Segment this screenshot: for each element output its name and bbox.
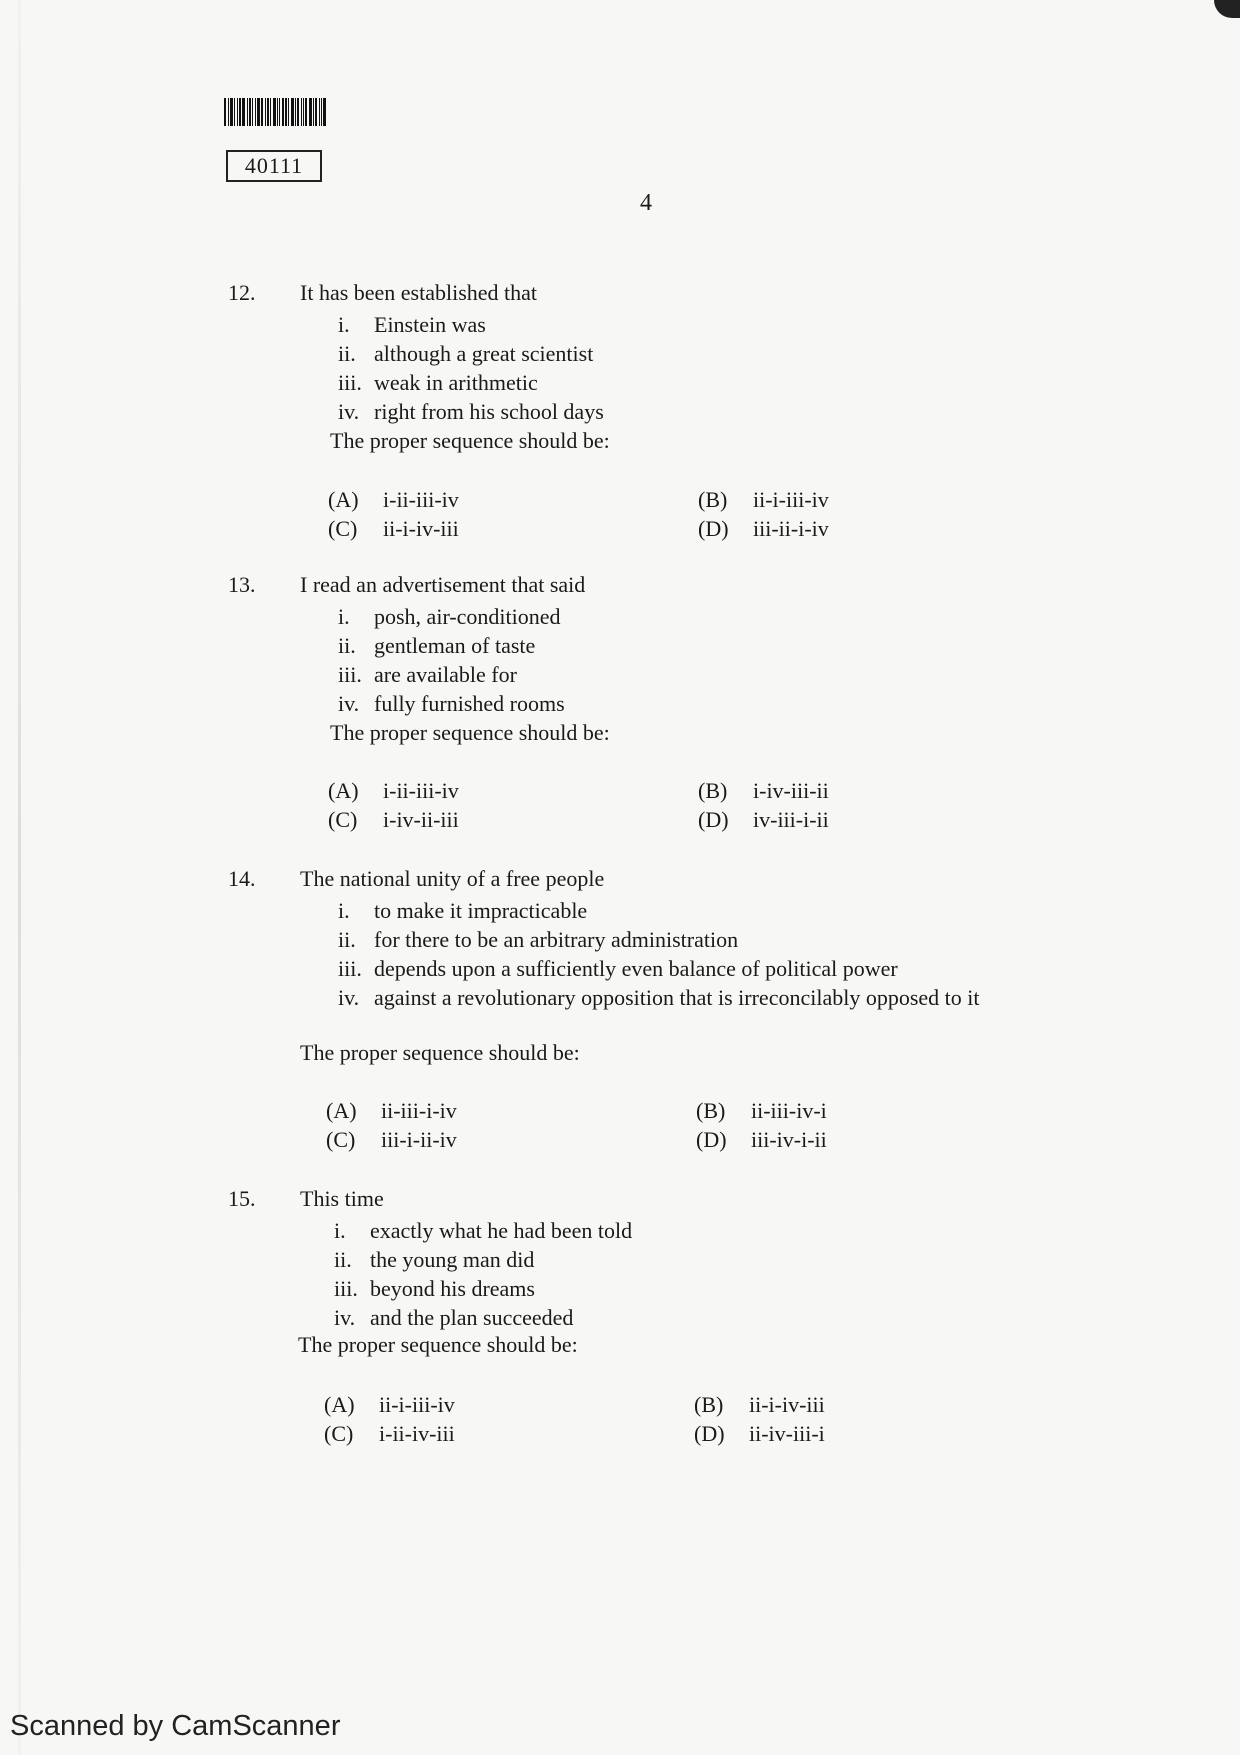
barcode-bar (279, 98, 280, 126)
option-d (694, 1421, 825, 1447)
part-item (338, 954, 979, 983)
part-roman: iii. (338, 956, 362, 981)
page-number: 4 (640, 190, 652, 216)
sentence-parts (338, 602, 565, 718)
part-item (338, 689, 565, 718)
part-item (334, 1245, 632, 1274)
question-number: 14. (228, 866, 256, 891)
option-text: ii-iv-iii-i (749, 1421, 825, 1446)
sequence-prompt: The proper sequence should be: (300, 1040, 580, 1065)
option-a (328, 487, 459, 513)
option-a (328, 778, 459, 804)
barcode-bar (270, 98, 271, 126)
barcode-bar (295, 98, 296, 126)
barcode-image (224, 98, 388, 126)
part-roman: iv. (338, 399, 360, 424)
barcode-bar (282, 98, 284, 126)
barcode-bar (319, 98, 320, 126)
barcode-bar (291, 98, 294, 126)
option-letter: (C) (326, 1127, 356, 1152)
option-text: iv-iii-i-ii (753, 807, 829, 832)
sequence-prompt: The proper sequence should be: (330, 428, 610, 453)
option-text: ii-i-iii-iv (753, 487, 829, 512)
paper-code-box: 40111 (226, 150, 322, 182)
part-item (338, 368, 604, 397)
option-letter: (D) (698, 516, 729, 541)
barcode-bar (228, 98, 229, 126)
option-text: i-ii-iii-iv (383, 778, 459, 803)
part-item (338, 339, 604, 368)
question-stem: The national unity of a free people (300, 866, 605, 891)
sequence-prompt: The proper sequence should be: (298, 1332, 578, 1357)
part-text: to make it impracticable (374, 898, 588, 923)
part-roman: i. (338, 312, 350, 337)
option-d (698, 807, 829, 833)
barcode-bar (313, 98, 314, 126)
part-roman: iv. (338, 691, 360, 716)
question-stem: This time (300, 1186, 384, 1211)
question-number: 13. (228, 572, 256, 597)
question-number: 15. (228, 1186, 256, 1211)
part-roman: ii. (338, 633, 356, 658)
part-roman: i. (338, 604, 350, 629)
option-b (698, 778, 829, 804)
part-item (338, 896, 979, 925)
sentence-parts (334, 1216, 632, 1332)
option-letter: (A) (326, 1098, 357, 1123)
option-text: i-ii-iii-iv (383, 487, 459, 512)
part-text: right from his school days (374, 399, 604, 424)
option-a (326, 1098, 457, 1124)
part-text: depends upon a sufficiently even balance of political power (374, 956, 898, 981)
option-text: i-iv-iii-ii (753, 778, 829, 803)
option-d (698, 516, 829, 542)
question-stem: It has been established that (300, 280, 538, 305)
part-item (334, 1216, 632, 1245)
option-a (324, 1392, 455, 1418)
part-item (338, 631, 565, 660)
option-letter: (B) (696, 1098, 726, 1123)
barcode-bar (255, 98, 256, 126)
option-d (696, 1127, 827, 1153)
part-item (338, 310, 604, 339)
part-text: beyond his dreams (370, 1276, 535, 1301)
sequence-prompt: The proper sequence should be: (330, 720, 610, 745)
barcode-bar (277, 98, 278, 126)
barcode-bar (309, 98, 312, 126)
barcode-bar (285, 98, 287, 126)
barcode-bar (305, 98, 307, 126)
part-item (334, 1303, 632, 1332)
part-roman: iii. (338, 662, 362, 687)
barcode-bar (288, 98, 289, 126)
part-text: and the plan succeeded (370, 1305, 574, 1330)
part-roman: i. (338, 898, 350, 923)
barcode-bar (267, 98, 269, 126)
question-15 (228, 1186, 1088, 1456)
part-text: against a revolutionary opposition that is irreconcilably opposed to it (374, 985, 980, 1010)
part-text: the young man did (370, 1247, 535, 1272)
part-item (338, 397, 604, 426)
part-text: for there to be an arbitrary administration (374, 927, 739, 952)
sentence-parts (338, 896, 979, 1012)
part-text: gentleman of taste (374, 633, 536, 658)
part-roman: ii. (338, 341, 356, 366)
sentence-parts (338, 310, 604, 426)
part-text: posh, air-conditioned (374, 604, 561, 629)
barcode-bar (237, 98, 238, 126)
scanner-watermark: Scanned by CamScanner (10, 1710, 341, 1742)
barcode-bar (242, 98, 245, 126)
option-b (696, 1098, 827, 1124)
option-text: iii-ii-i-iv (753, 516, 829, 541)
barcode-bar (297, 98, 299, 126)
part-text: weak in arithmetic (374, 370, 538, 395)
option-letter: (C) (324, 1421, 354, 1446)
option-b (694, 1392, 825, 1418)
barcode-bar (303, 98, 304, 126)
part-item (338, 983, 979, 1012)
part-text: are available for (374, 662, 517, 687)
barcode-bar (261, 98, 263, 126)
barcode-bar (257, 98, 260, 126)
option-text: i-ii-iv-iii (379, 1421, 455, 1446)
part-roman: i. (334, 1218, 346, 1243)
part-roman: iii. (338, 370, 362, 395)
part-roman: ii. (338, 927, 356, 952)
part-item (338, 660, 565, 689)
option-c (326, 1127, 457, 1153)
barcode-bar (249, 98, 251, 126)
option-text: ii-iii-i-iv (381, 1098, 457, 1123)
barcode-bar (247, 98, 248, 126)
part-item (338, 602, 565, 631)
part-text: although a great scientist (374, 341, 594, 366)
part-roman: iv. (338, 985, 360, 1010)
question-12 (228, 280, 1088, 550)
barcode-bar (252, 98, 253, 126)
question-number: 12. (228, 280, 256, 305)
option-text: i-iv-ii-iii (383, 807, 459, 832)
option-text: ii-i-iii-iv (379, 1392, 455, 1417)
part-text: fully furnished rooms (374, 691, 565, 716)
option-letter: (A) (328, 778, 359, 803)
barcode-bar (273, 98, 276, 126)
option-c (328, 516, 459, 542)
option-letter: (B) (698, 487, 728, 512)
part-item (334, 1274, 632, 1303)
part-text: exactly what he had been told (370, 1218, 633, 1243)
option-letter: (B) (694, 1392, 724, 1417)
option-b (698, 487, 829, 513)
part-roman: iv. (334, 1305, 356, 1330)
option-text: ii-iii-iv-i (751, 1098, 827, 1123)
question-stem: I read an advertisement that said (300, 572, 586, 597)
option-letter: (D) (698, 807, 729, 832)
part-roman: iii. (334, 1276, 358, 1301)
barcode-bar (301, 98, 302, 126)
option-c (324, 1421, 455, 1447)
question-13 (228, 572, 1088, 842)
option-letter: (C) (328, 807, 358, 832)
barcode-bar (321, 98, 322, 126)
option-letter: (D) (696, 1127, 727, 1152)
barcode-bar (230, 98, 233, 126)
barcode-bar (224, 98, 226, 126)
option-text: iii-iv-i-ii (751, 1127, 827, 1152)
option-letter: (A) (324, 1392, 355, 1417)
barcode-bar (315, 98, 317, 126)
part-item (338, 925, 979, 954)
scan-edge-shadow (18, 0, 21, 1755)
question-14 (228, 866, 1088, 1156)
barcode-bar (239, 98, 241, 126)
option-letter: (B) (698, 778, 728, 803)
option-letter: (A) (328, 487, 359, 512)
option-letter: (C) (328, 516, 358, 541)
option-text: ii-i-iv-iii (383, 516, 459, 541)
option-text: ii-i-iv-iii (749, 1392, 825, 1417)
option-c (328, 807, 459, 833)
barcode-bar (265, 98, 266, 126)
option-text: iii-i-ii-iv (381, 1127, 457, 1152)
barcode-bar (323, 98, 326, 126)
part-roman: ii. (334, 1247, 352, 1272)
part-text: Einstein was (374, 312, 486, 337)
barcode-bar (234, 98, 235, 126)
option-letter: (D) (694, 1421, 725, 1446)
page-corner-shadow (1214, 0, 1240, 18)
